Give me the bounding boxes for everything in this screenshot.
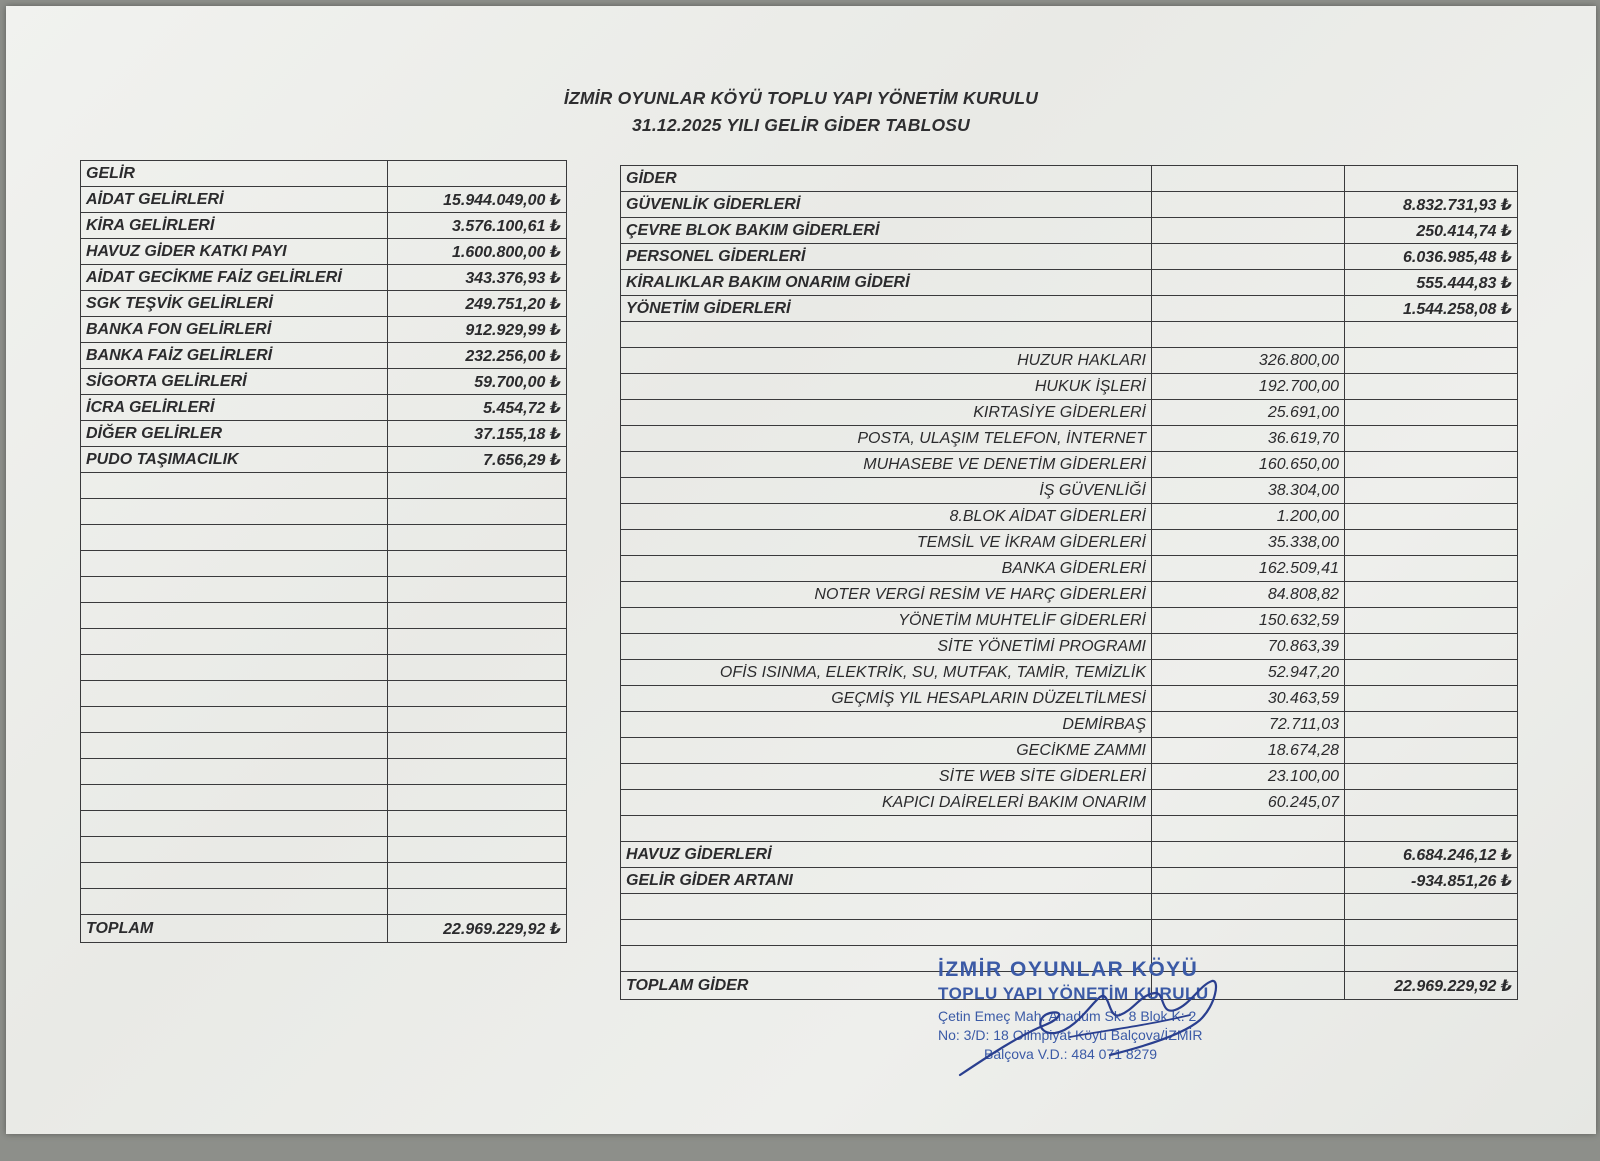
table-row [81, 317, 567, 343]
gider-heading: GİDER [621, 166, 1152, 192]
detail-value: 162.509,41 [1152, 556, 1345, 582]
empty-row [621, 322, 1518, 348]
detail-value: 326.800,00 [1152, 348, 1345, 374]
detail-label: YÖNETİM MUHTELİF GİDERLERİ [621, 608, 1152, 634]
table-cell [1152, 166, 1345, 192]
gider-label: PERSONEL GİDERLERİ [621, 244, 1152, 270]
empty-row [81, 759, 567, 785]
table-cell [1345, 946, 1518, 972]
detail-label: HUZUR HAKLARI [621, 348, 1152, 374]
gider-value: 555.444,83 ₺ [1345, 270, 1518, 296]
artan-label: GELİR GİDER ARTANI [621, 868, 1152, 894]
empty-row [81, 603, 567, 629]
detail-label: TEMSİL VE İKRAM GİDERLERİ [621, 530, 1152, 556]
detail-value: 23.100,00 [1152, 764, 1345, 790]
table-cell [81, 551, 388, 577]
table-cell [388, 603, 567, 629]
gelir-total-label: TOPLAM [81, 915, 388, 943]
detail-label: POSTA, ULAŞIM TELEFON, İNTERNET [621, 426, 1152, 452]
table-cell [81, 499, 388, 525]
artan-value: -934.851,26 ₺ [1345, 868, 1518, 894]
detail-row [621, 452, 1518, 478]
gider-label: ÇEVRE BLOK BAKIM GİDERLERİ [621, 218, 1152, 244]
detail-row [621, 530, 1518, 556]
empty-row [621, 920, 1518, 946]
table-cell [1345, 712, 1518, 738]
table-cell [1152, 816, 1345, 842]
detail-label: 8.BLOK AİDAT GİDERLERİ [621, 504, 1152, 530]
gelir-label: BANKA FON GELİRLERİ [81, 317, 388, 343]
empty-row [81, 655, 567, 681]
empty-row [81, 811, 567, 837]
detail-row [621, 790, 1518, 816]
table-cell [81, 525, 388, 551]
table-cell [1345, 608, 1518, 634]
table-row [81, 239, 567, 265]
table-cell [1152, 842, 1345, 868]
detail-label: SİTE YÖNETİMİ PROGRAMI [621, 634, 1152, 660]
empty-row [81, 733, 567, 759]
table-cell [388, 655, 567, 681]
detail-row [621, 556, 1518, 582]
empty-row [81, 525, 567, 551]
table-cell [1345, 790, 1518, 816]
gelir-label: SİGORTA GELİRLERİ [81, 369, 388, 395]
gider-total-value: 22.969.229,92 ₺ [1345, 972, 1518, 1000]
gelir-label: DİĞER GELİRLER [81, 421, 388, 447]
table-cell [81, 603, 388, 629]
gider-table [620, 165, 1518, 1000]
stamp-line-4: No: 3/D: 18 Olimpiyat Köyü Balçova/İZMİR [938, 1027, 1203, 1043]
gelir-value: 59.700,00 ₺ [388, 369, 567, 395]
table-cell [1152, 868, 1345, 894]
gider-label: KİRALIKLAR BAKIM ONARIM GİDERİ [621, 270, 1152, 296]
gelir-value: 232.256,00 ₺ [388, 343, 567, 369]
table-cell [81, 681, 388, 707]
table-cell [1345, 660, 1518, 686]
table-cell [388, 629, 567, 655]
table-cell [81, 811, 388, 837]
gelir-value: 7.656,29 ₺ [388, 447, 567, 473]
detail-value: 72.711,03 [1152, 712, 1345, 738]
table-cell [1345, 322, 1518, 348]
table-cell [1152, 192, 1345, 218]
table-cell [388, 889, 567, 915]
detail-value: 38.304,00 [1152, 478, 1345, 504]
stamp-line-5: Balçova V.D.: 484 071 8279 [984, 1046, 1158, 1062]
table-cell [1345, 400, 1518, 426]
table-cell [1345, 348, 1518, 374]
table-row [621, 166, 1518, 192]
empty-row [621, 894, 1518, 920]
detail-value: 160.650,00 [1152, 452, 1345, 478]
empty-row [81, 629, 567, 655]
table-cell [1345, 166, 1518, 192]
table-cell [81, 837, 388, 863]
table-cell [81, 863, 388, 889]
table-cell [1345, 764, 1518, 790]
table-row [81, 343, 567, 369]
detail-label: BANKA GİDERLERİ [621, 556, 1152, 582]
empty-row [81, 837, 567, 863]
detail-row [621, 686, 1518, 712]
detail-value: 36.619,70 [1152, 426, 1345, 452]
detail-label: NOTER VERGİ RESİM VE HARÇ GİDERLERİ [621, 582, 1152, 608]
table-cell [81, 577, 388, 603]
gider-label: YÖNETİM GİDERLERİ [621, 296, 1152, 322]
stamp-line-3: Çetin Emeç Mah. Anadum Sk. 8 Blok K: 2 [938, 1008, 1197, 1024]
detail-value: 70.863,39 [1152, 634, 1345, 660]
table-cell [1345, 894, 1518, 920]
table-cell [1152, 920, 1345, 946]
table-row [621, 192, 1518, 218]
gider-total-label: TOPLAM GİDER [621, 972, 1152, 1000]
table-cell [621, 816, 1152, 842]
detail-label: GEÇMİŞ YIL HESAPLARIN DÜZELTİLMESİ [621, 686, 1152, 712]
empty-row [81, 681, 567, 707]
table-cell [388, 525, 567, 551]
detail-label: KIRTASİYE GİDERLERİ [621, 400, 1152, 426]
detail-value: 25.691,00 [1152, 400, 1345, 426]
gelir-value: 343.376,93 ₺ [388, 265, 567, 291]
table-cell [1345, 452, 1518, 478]
empty-row [81, 499, 567, 525]
table-cell [81, 889, 388, 915]
handwritten-signature [950, 975, 1250, 1085]
table-row [621, 218, 1518, 244]
detail-row [621, 426, 1518, 452]
havuz-label: HAVUZ GİDERLERİ [621, 842, 1152, 868]
gelir-label: BANKA FAİZ GELİRLERİ [81, 343, 388, 369]
table-cell [1152, 322, 1345, 348]
detail-label: DEMİRBAŞ [621, 712, 1152, 738]
detail-row [621, 400, 1518, 426]
table-row [81, 421, 567, 447]
detail-row [621, 504, 1518, 530]
table-cell [388, 707, 567, 733]
gelir-value: 3.576.100,61 ₺ [388, 213, 567, 239]
stamp-line-2: TOPLU YAPI YÖNETİM KURULU [938, 984, 1209, 1003]
table-row [621, 296, 1518, 322]
gider-value: 250.414,74 ₺ [1345, 218, 1518, 244]
table-row [621, 868, 1518, 894]
document-subtitle: 31.12.2025 YILI GELİR GİDER TABLOSU [632, 115, 970, 135]
empty-row [81, 889, 567, 915]
table-cell [1345, 426, 1518, 452]
gelir-heading: GELİR [81, 161, 388, 187]
gelir-table [80, 160, 567, 943]
table-cell [81, 473, 388, 499]
table-cell [388, 577, 567, 603]
table-cell [621, 894, 1152, 920]
detail-row [621, 608, 1518, 634]
table-cell [81, 785, 388, 811]
table-cell [1345, 374, 1518, 400]
table-row [81, 187, 567, 213]
detail-label: İŞ GÜVENLİĞİ [621, 478, 1152, 504]
detail-label: SİTE WEB SİTE GİDERLERİ [621, 764, 1152, 790]
detail-row [621, 478, 1518, 504]
gelir-label: AİDAT GELİRLERİ [81, 187, 388, 213]
detail-value: 1.200,00 [1152, 504, 1345, 530]
gelir-label: PUDO TAŞIMACILIK [81, 447, 388, 473]
detail-label: MUHASEBE VE DENETİM GİDERLERİ [621, 452, 1152, 478]
table-cell [1345, 686, 1518, 712]
gelir-value: 37.155,18 ₺ [388, 421, 567, 447]
table-cell [1345, 556, 1518, 582]
gelir-total-row [81, 915, 567, 943]
table-row [81, 369, 567, 395]
gider-label: GÜVENLİK GİDERLERİ [621, 192, 1152, 218]
gelir-label: KİRA GELİRLERİ [81, 213, 388, 239]
table-row [81, 213, 567, 239]
gider-value: 6.036.985,48 ₺ [1345, 244, 1518, 270]
table-cell [388, 837, 567, 863]
table-cell [388, 733, 567, 759]
table-cell [388, 551, 567, 577]
table-cell [388, 863, 567, 889]
empty-row [81, 863, 567, 889]
table-cell [81, 655, 388, 681]
empty-row [81, 551, 567, 577]
table-row [81, 447, 567, 473]
stamp-line-1: İZMİR OYUNLAR KÖYÜ [938, 958, 1199, 981]
table-row [621, 244, 1518, 270]
detail-value: 35.338,00 [1152, 530, 1345, 556]
detail-value: 52.947,20 [1152, 660, 1345, 686]
detail-value: 60.245,07 [1152, 790, 1345, 816]
gelir-value: 249.751,20 ₺ [388, 291, 567, 317]
table-cell [1345, 478, 1518, 504]
table-cell [1152, 296, 1345, 322]
gelir-label: HAVUZ GİDER KATKI PAYI [81, 239, 388, 265]
detail-value: 192.700,00 [1152, 374, 1345, 400]
table-cell [1345, 738, 1518, 764]
table-row [81, 291, 567, 317]
gider-value: 1.544.258,08 ₺ [1345, 296, 1518, 322]
detail-row [621, 634, 1518, 660]
detail-value: 84.808,82 [1152, 582, 1345, 608]
table-cell [388, 785, 567, 811]
table-row [81, 265, 567, 291]
table-cell [81, 759, 388, 785]
detail-value: 18.674,28 [1152, 738, 1345, 764]
detail-row [621, 738, 1518, 764]
empty-row [81, 707, 567, 733]
gelir-value: 912.929,99 ₺ [388, 317, 567, 343]
table-cell [1152, 894, 1345, 920]
table-cell [388, 161, 567, 187]
detail-label: OFİS ISINMA, ELEKTRİK, SU, MUTFAK, TAMİR, TEMİZLİK [621, 660, 1152, 686]
table-row [621, 842, 1518, 868]
gelir-value: 15.944.049,00 ₺ [388, 187, 567, 213]
table-cell [388, 759, 567, 785]
table-cell [81, 707, 388, 733]
document-title: İZMİR OYUNLAR KÖYÜ TOPLU YAPI YÖNETİM KURULU [563, 88, 1039, 108]
table-row [81, 395, 567, 421]
table-cell [1152, 218, 1345, 244]
gelir-total-value: 22.969.229,92 ₺ [388, 915, 567, 943]
table-cell [1345, 816, 1518, 842]
gider-value: 8.832.731,93 ₺ [1345, 192, 1518, 218]
empty-row [81, 577, 567, 603]
empty-row [621, 816, 1518, 842]
table-row [621, 270, 1518, 296]
table-cell [1345, 530, 1518, 556]
gelir-label: AİDAT GECİKME FAİZ GELİRLERİ [81, 265, 388, 291]
detail-row [621, 712, 1518, 738]
detail-label: HUKUK İŞLERİ [621, 374, 1152, 400]
detail-row [621, 582, 1518, 608]
detail-row [621, 660, 1518, 686]
detail-label: GECİKME ZAMMI [621, 738, 1152, 764]
table-cell [1345, 504, 1518, 530]
table-cell [388, 499, 567, 525]
havuz-value: 6.684.246,12 ₺ [1345, 842, 1518, 868]
table-cell [1345, 634, 1518, 660]
table-cell [388, 473, 567, 499]
detail-value: 150.632,59 [1152, 608, 1345, 634]
table-cell [1152, 270, 1345, 296]
table-cell [81, 629, 388, 655]
table-row [81, 161, 567, 187]
table-cell [1152, 244, 1345, 270]
table-cell [1345, 920, 1518, 946]
table-cell [388, 681, 567, 707]
detail-row [621, 374, 1518, 400]
detail-label: KAPICI DAİRELERİ BAKIM ONARIM [621, 790, 1152, 816]
table-cell [621, 322, 1152, 348]
table-cell [388, 811, 567, 837]
gelir-value: 1.600.800,00 ₺ [388, 239, 567, 265]
table-cell [81, 733, 388, 759]
table-cell [621, 920, 1152, 946]
detail-row [621, 348, 1518, 374]
empty-row [81, 473, 567, 499]
gelir-label: SGK TEŞVİK GELİRLERİ [81, 291, 388, 317]
table-cell [1345, 582, 1518, 608]
empty-row [81, 785, 567, 811]
gelir-label: İCRA GELİRLERİ [81, 395, 388, 421]
detail-value: 30.463,59 [1152, 686, 1345, 712]
gelir-value: 5.454,72 ₺ [388, 395, 567, 421]
detail-row [621, 764, 1518, 790]
